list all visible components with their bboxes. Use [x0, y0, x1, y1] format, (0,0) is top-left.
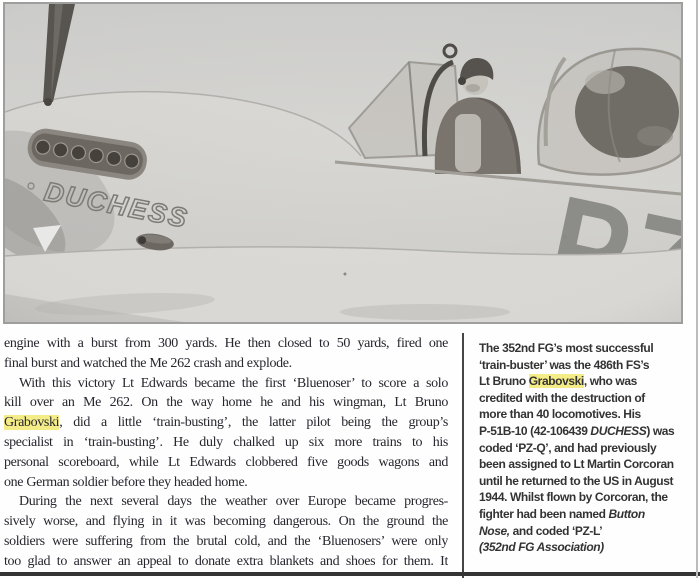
text-segment: Nose, [479, 523, 510, 538]
text-segment: been assigned to Lt Martin Corcoran [479, 457, 674, 472]
sidebar-line [479, 539, 698, 556]
text-segment: coded ‘PZ-Q’, and had previously [479, 440, 657, 455]
text-segment: , did a little ‘train-busting’, the latter pilot being the group’s [59, 415, 448, 431]
text-segment: engine with a burst from 300 yards. He then closed to 50 yards, fired one [4, 336, 448, 351]
text-segment: , who was [583, 374, 637, 389]
text-segment: Button [608, 506, 645, 521]
text-segment: credited with the destruction of [479, 390, 645, 405]
highlighted-text: Grabovski [4, 415, 60, 431]
text-segment: The 352nd FG’s most successful [479, 341, 654, 355]
text-segment: ) was [646, 423, 675, 438]
text-segment: kill over an Me 262. On the way home he and his wingman, Lt Bruno [4, 395, 448, 411]
column-divider [462, 333, 464, 578]
sidebar-line [479, 406, 698, 423]
text-segment: personal scoreboard, while Lt Edwards clobbered five goods wagons and [4, 454, 448, 470]
article-line [4, 492, 448, 512]
photo-frame [3, 2, 683, 324]
text-segment: final burst and watched the Me 262 crash and explode. [4, 355, 292, 371]
text-segment: During the next several days the weather over Europe became progres- [19, 494, 448, 510]
article-line [4, 453, 448, 473]
sidebar-line [479, 340, 698, 357]
article-line [4, 512, 448, 532]
text-segment: fighter had been named [479, 506, 609, 521]
article-line [4, 393, 448, 413]
sidebar-line [479, 506, 698, 523]
article-line [4, 413, 448, 433]
text-segment: more than 40 locomotives. His [479, 407, 641, 422]
article-line [4, 552, 448, 572]
text-segment: Lt Bruno [479, 374, 529, 389]
sidebar-line [479, 489, 698, 506]
text-segment: too glad to answer an appeal to donate extra blankets and shoes for them. It [4, 553, 448, 569]
sidebar-caption [479, 340, 698, 565]
sidebar-line [479, 523, 698, 540]
article-line [4, 374, 448, 394]
photo-vignette [5, 4, 681, 322]
text-segment: With this victory Lt Edwards became the first ‘Bluenoser’ to score a solo [19, 375, 448, 391]
text-segment: sively worse, and flying in it was becoming dangerous. On the ground the [4, 514, 448, 530]
sidebar-line [479, 423, 698, 440]
article-line [4, 473, 448, 493]
sidebar-line [479, 456, 698, 473]
text-segment: (352nd FG Association) [479, 540, 604, 555]
bottom-rule [0, 572, 700, 576]
sidebar-line [479, 357, 698, 374]
sidebar-line [479, 473, 698, 490]
text-segment: and coded ‘PZ-L’ [509, 523, 603, 538]
sidebar-line [479, 440, 698, 457]
text-segment: until he returned to the US in August [479, 473, 674, 488]
text-segment: soldiers were suffering from the brutal cold, and the ‘Bluenosers’ were only [4, 533, 448, 549]
text-segment: specialist in ‘train-busting’. He duly chalked up six more trains to his [4, 434, 448, 450]
article-line [4, 354, 448, 374]
sidebar-line [479, 390, 698, 407]
text-segment: DUCHESS [590, 423, 647, 438]
text-segment: 1944. Whilst flown by Corcoran, the [479, 490, 668, 505]
article-line [4, 532, 448, 552]
article-line [4, 334, 448, 354]
text-segment: one German soldier before they headed home. [4, 474, 248, 490]
sidebar-line [479, 373, 698, 390]
article-column [4, 334, 448, 575]
text-segment: P-51B-10 (42-106439 [479, 423, 591, 438]
aircraft-photo [5, 4, 681, 322]
highlighted-text: Grabovski [528, 374, 584, 389]
article-line [4, 433, 448, 453]
text-segment: ‘train-buster’ was the 486th FS’s [479, 357, 650, 372]
